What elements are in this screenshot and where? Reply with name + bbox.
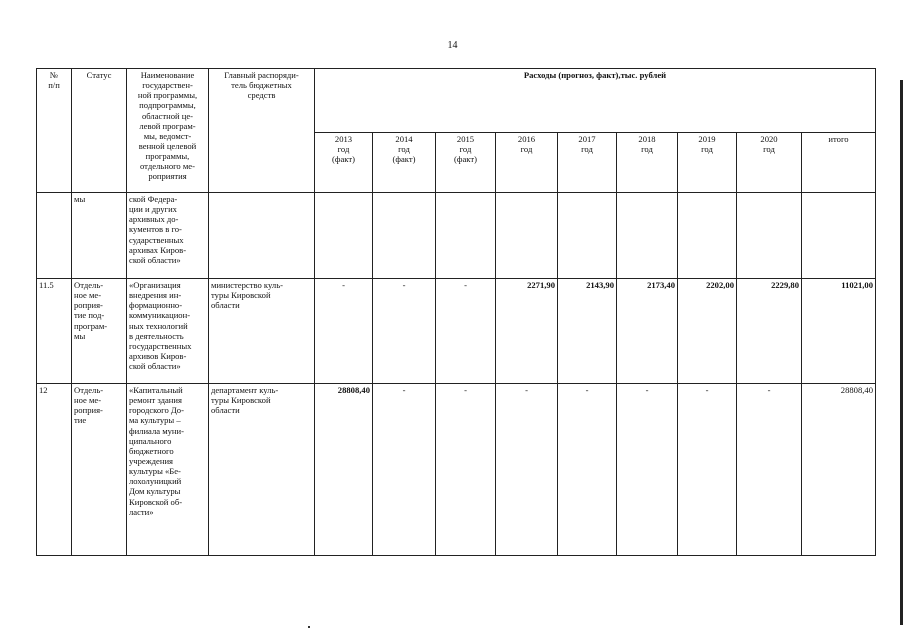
header-row	[37, 69, 876, 133]
row-value	[315, 193, 373, 279]
row-value	[496, 193, 558, 279]
table-row	[37, 193, 876, 279]
row-value: -	[558, 384, 617, 556]
header-year-2015: 2015 год (факт)	[436, 133, 496, 193]
header-year-2020: 2020 год	[737, 133, 802, 193]
row-value: 11021,00	[802, 279, 876, 384]
row-manager	[209, 193, 315, 279]
row-value	[678, 193, 737, 279]
row-value: -	[436, 384, 496, 556]
row-value: 2271,90	[496, 279, 558, 384]
row-status: Отдель- ное ме- роприя- тие под- програм- мы	[72, 279, 127, 384]
row-manager: департамент куль- туры Кировской области	[209, 384, 315, 556]
row-value	[617, 193, 678, 279]
row-value	[737, 193, 802, 279]
header-year-2014: 2014 год (факт)	[373, 133, 436, 193]
scan-speck	[308, 626, 310, 628]
row-value: -	[678, 384, 737, 556]
row-value	[436, 193, 496, 279]
row-value: 2202,00	[678, 279, 737, 384]
header-manager: Главный распоряди- тель бюджетных средств	[209, 69, 315, 193]
row-value	[802, 193, 876, 279]
row-value: 2173,40	[617, 279, 678, 384]
table-row	[37, 384, 876, 556]
row-num	[37, 193, 72, 279]
row-value: -	[373, 384, 436, 556]
header-num: № п/п	[37, 69, 72, 193]
row-value: -	[496, 384, 558, 556]
row-num: 11.5	[37, 279, 72, 384]
row-manager: министерство куль- туры Кировской области	[209, 279, 315, 384]
row-value	[558, 193, 617, 279]
row-value: -	[315, 279, 373, 384]
expenses-table	[36, 68, 876, 556]
header-year-2019: 2019 год	[678, 133, 737, 193]
row-value: 2229,80	[737, 279, 802, 384]
header-status: Статус	[72, 69, 127, 193]
row-status: Отдель- ное ме- роприя- тие	[72, 384, 127, 556]
header-year-2013: 2013 год (факт)	[315, 133, 373, 193]
row-value: -	[436, 279, 496, 384]
row-value: 28808,40	[315, 384, 373, 556]
page-number: 14	[447, 40, 458, 51]
row-status: мы	[72, 193, 127, 279]
row-value: -	[373, 279, 436, 384]
header-year-2017: 2017 год	[558, 133, 617, 193]
row-value: 2143,90	[558, 279, 617, 384]
header-total: итого	[802, 133, 876, 193]
header-expenses: Расходы (прогноз, факт),тыс. рублей	[315, 69, 876, 133]
header-name: Наименование государствен- ной программы, подпрограммы, областной це- левой програм- мы, ведомст- венной целевой программы, отдельного ме- роприятия	[127, 69, 209, 193]
scan-edge-line	[900, 80, 903, 625]
header-year-2018: 2018 год	[617, 133, 678, 193]
row-name: «Организация внедрения ин- формационно- коммуникацион- ных технологий в деятельность государственных архивов Киров- ской области»	[127, 279, 209, 384]
header-year-2016: 2016 год	[496, 133, 558, 193]
row-num: 12	[37, 384, 72, 556]
row-value: -	[617, 384, 678, 556]
row-value: -	[737, 384, 802, 556]
row-value	[373, 193, 436, 279]
row-value: 28808,40	[802, 384, 876, 556]
row-name: ской Федера- ции и других архивных до- кументов в го- сударственных архивах Киров- ской области»	[127, 193, 209, 279]
table-row	[37, 279, 876, 384]
row-name: «Капитальный ремонт здания городского До- ма культуры – филиала муни- ципального бюджетного учреждения культуры «Бе- лохолуницкий Дом культуры Кировской об- ласти»	[127, 384, 209, 556]
